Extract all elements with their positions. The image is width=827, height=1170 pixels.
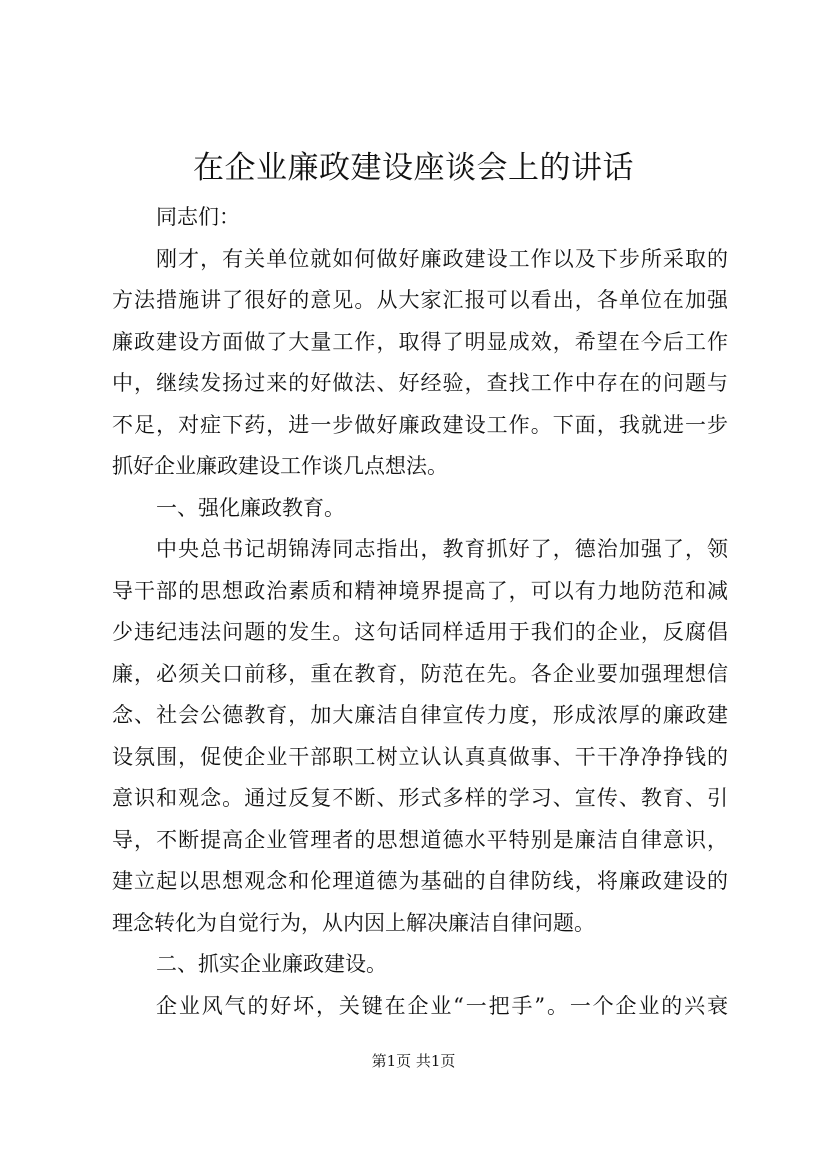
text-line: 导，不断提高企业管理者的思想道德水平特别是廉洁自律意识， — [112, 827, 728, 852]
text-line: 中央总书记胡锦涛同志指出，教育抓好了，德治加强了，领 — [156, 537, 728, 561]
document-body — [112, 197, 728, 1027]
text-line: 中，继续发扬过来的好做法、好经验，查找工作中存在的问题与 — [112, 371, 728, 395]
text-line: 企业风气的好坏，关键在企业“一把手”。一个企业的兴衰 — [156, 993, 728, 1018]
text-line: 同志们： — [156, 205, 240, 229]
text-line: 设氛围，促使企业干部职工树立认认真真做事、干干净净挣钱的 — [112, 744, 728, 769]
text-line: 理念转化为自觉行为，从内因上解决廉洁自律问题。 — [112, 910, 595, 935]
document-title: 在企业廉政建设座谈会上的讲话 — [193, 150, 634, 186]
text-line: 廉政建设方面做了大量工作，取得了明显成效，希望在今后工作 — [112, 329, 728, 354]
text-line: 建立起以思想观念和伦理道德为基础的自律防线，将廉政建设的 — [112, 869, 728, 893]
text-line: 刚才，有关单位就如何做好廉政建设工作以及下步所采取的 — [156, 246, 728, 271]
text-line: 一、强化廉政教育。 — [156, 495, 345, 520]
text-line: 二、抓实企业廉政建设。 — [156, 952, 387, 976]
text-line: 导干部的思想政治素质和精神境界提高了，可以有力地防范和减 — [112, 578, 728, 603]
text-line: 抓好企业廉政建设工作谈几点想法。 — [112, 454, 448, 478]
page-footer: 第1页 共1页 — [371, 1052, 456, 1070]
text-line: 少违纪违法问题的发生。这句话同样适用于我们的企业，反腐倡 — [112, 620, 728, 644]
text-line: 廉，必须关口前移，重在教育，防范在先。各企业要加强理想信 — [112, 661, 728, 686]
text-line: 念、社会公德教育，加大廉洁自律宣传力度，形成浓厚的廉政建 — [112, 703, 728, 727]
text-line: 方法措施讲了很好的意见。从大家汇报可以看出，各单位在加强 — [112, 288, 728, 312]
text-line: 意识和观念。通过反复不断、形式多样的学习、宣传、教育、引 — [112, 786, 728, 810]
text-line: 不足，对症下药，进一步做好廉政建设工作。下面，我就进一步 — [112, 412, 728, 437]
